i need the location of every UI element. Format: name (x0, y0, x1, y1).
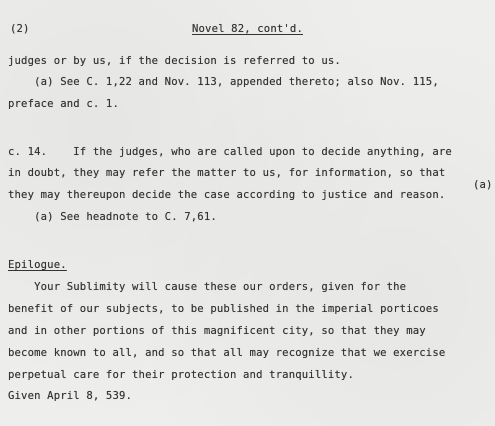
section-c14-line: c. 14. If the judges, who are called upon to decide anything, are (8, 146, 452, 158)
epilogue-line: Your Sublimity will cause these our orders, given for the (8, 281, 407, 293)
footnote-line: (a) See C. 1,22 and Nov. 113, appended thereto; also Nov. 115, (8, 76, 439, 88)
footnote-line: preface and c. 1. (8, 98, 119, 110)
date-line: Given April 8, 539. (8, 390, 133, 402)
text-line: judges or by us, if the decision is referred to us. (8, 55, 341, 67)
text-line: in doubt, they may refer the matter to us, for information, so that (8, 167, 446, 179)
epilogue-line: and in other portions of this magnificent city, so that they may (8, 325, 426, 337)
epilogue-line: perpetual care for their protection and tranquillity. (8, 369, 354, 381)
page-number: (2) (10, 23, 30, 35)
epilogue-line: benefit of our subjects, to be published in the imperial porticoes (8, 303, 439, 315)
margin-note: (a) (473, 179, 493, 191)
running-title: Novel 82, cont'd. (192, 23, 303, 35)
epilogue-line: become known to all, and so that all may recognize that we exercise (8, 347, 446, 359)
footnote-line: (a) See headnote to C. 7,61. (8, 211, 217, 223)
epilogue-heading: Epilogue. (8, 259, 67, 271)
text-line: they may thereupon decide the case according to justice and reason. (8, 189, 446, 201)
